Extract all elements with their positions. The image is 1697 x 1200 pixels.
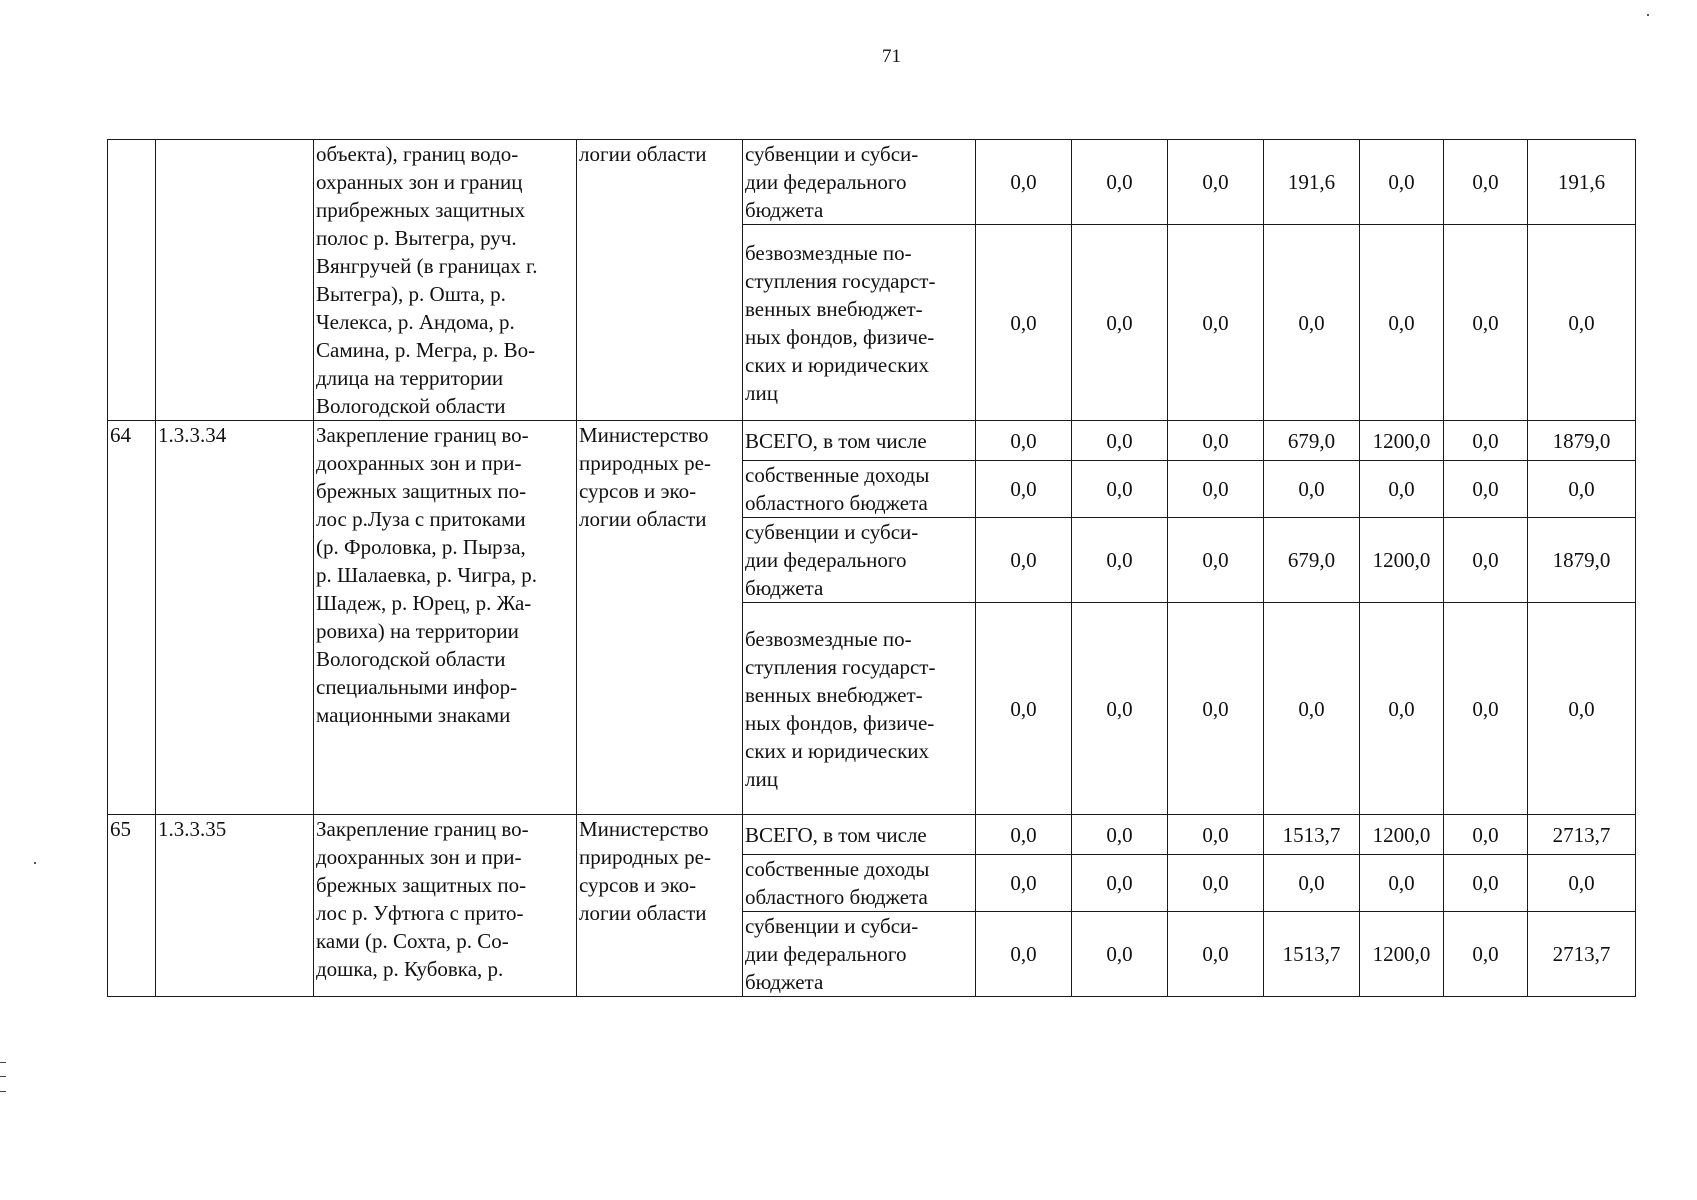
- value-cell: 0,0: [1168, 518, 1264, 603]
- value-cell-total: 0,0: [1528, 855, 1636, 912]
- scan-edge-mark: [0, 1062, 6, 1092]
- value-cell: 0,0: [1360, 225, 1444, 421]
- value-cell: 0,0: [976, 225, 1072, 421]
- value-cell: 0,0: [1168, 603, 1264, 815]
- value-cell: 1200,0: [1360, 912, 1444, 997]
- table-row: [108, 421, 1636, 461]
- value-cell: 0,0: [1444, 140, 1528, 225]
- value-cell-total: 1879,0: [1528, 518, 1636, 603]
- executor-cell: Министерство природных ре- сурсов и эко- логии области: [577, 815, 743, 997]
- value-cell: 0,0: [1168, 912, 1264, 997]
- scan-speck: [1647, 14, 1649, 16]
- value-cell: 0,0: [1264, 855, 1360, 912]
- value-cell-total: 191,6: [1528, 140, 1636, 225]
- value-cell-total: 0,0: [1528, 461, 1636, 518]
- description-cell: Закрепление границ во- доохранных зон и при- брежных защитных по- лос р. Уфтюга с прито- ками (р. Сохта, р. Со- дошка, р. Кубовка, р.: [314, 815, 577, 997]
- value-cell: 0,0: [1444, 421, 1528, 461]
- value-cell: 0,0: [1444, 912, 1528, 997]
- value-cell: 0,0: [976, 140, 1072, 225]
- page-number: 71: [882, 46, 901, 67]
- value-cell: 0,0: [1168, 140, 1264, 225]
- value-cell: 1513,7: [1264, 912, 1360, 997]
- value-cell: 1513,7: [1264, 815, 1360, 855]
- funding-source-cell: субвенции и субси- дии федерального бюджета: [743, 912, 976, 997]
- row-number-cell: [108, 140, 156, 421]
- value-cell: 0,0: [1360, 140, 1444, 225]
- value-cell: 0,0: [1072, 603, 1168, 815]
- value-cell: 0,0: [976, 815, 1072, 855]
- row-code-cell: [156, 140, 314, 421]
- value-cell: 0,0: [1168, 855, 1264, 912]
- value-cell: 679,0: [1264, 421, 1360, 461]
- value-cell: 0,0: [1168, 815, 1264, 855]
- value-cell: 0,0: [1168, 225, 1264, 421]
- value-cell: 0,0: [1444, 518, 1528, 603]
- scan-speck: [34, 862, 36, 864]
- row-code-cell: 1.3.3.35: [156, 815, 314, 997]
- value-cell: 0,0: [1168, 461, 1264, 518]
- funding-source-cell: ВСЕГО, в том числе: [743, 421, 976, 461]
- value-cell: 0,0: [1444, 855, 1528, 912]
- table-row: [108, 140, 1636, 225]
- value-cell: 0,0: [1264, 461, 1360, 518]
- value-cell: 679,0: [1264, 518, 1360, 603]
- executor-cell: логии области: [577, 140, 743, 421]
- value-cell: 0,0: [1444, 603, 1528, 815]
- row-number-cell: 65: [108, 815, 156, 997]
- funding-source-cell: собственные доходы областного бюджета: [743, 461, 976, 518]
- value-cell: 1200,0: [1360, 421, 1444, 461]
- budget-table: [107, 139, 1636, 997]
- value-cell: 0,0: [1444, 225, 1528, 421]
- funding-source-cell: ВСЕГО, в том числе: [743, 815, 976, 855]
- value-cell-total: 1879,0: [1528, 421, 1636, 461]
- table-row: [108, 815, 1636, 855]
- funding-source-cell: субвенции и субси- дии федерального бюджета: [743, 140, 976, 225]
- value-cell: 0,0: [976, 461, 1072, 518]
- row-code-cell: 1.3.3.34: [156, 421, 314, 815]
- value-cell: 0,0: [1072, 518, 1168, 603]
- row-number-cell: 64: [108, 421, 156, 815]
- value-cell: 0,0: [1168, 421, 1264, 461]
- value-cell: 0,0: [976, 912, 1072, 997]
- value-cell: 0,0: [1444, 461, 1528, 518]
- value-cell: 0,0: [976, 603, 1072, 815]
- value-cell: 0,0: [1360, 461, 1444, 518]
- value-cell: 0,0: [1072, 461, 1168, 518]
- value-cell: 0,0: [976, 855, 1072, 912]
- value-cell: 0,0: [1072, 421, 1168, 461]
- executor-cell: Министерство природных ре- сурсов и эко- логии области: [577, 421, 743, 815]
- value-cell: 0,0: [1072, 815, 1168, 855]
- value-cell: 0,0: [1072, 855, 1168, 912]
- value-cell-total: 2713,7: [1528, 912, 1636, 997]
- funding-source-cell: безвозмездные по- ступления государст- венных внебюджет- ных фондов, физиче- ских и юридических лиц: [743, 225, 976, 421]
- value-cell: 0,0: [976, 518, 1072, 603]
- value-cell: 0,0: [1264, 603, 1360, 815]
- value-cell: 0,0: [1360, 603, 1444, 815]
- description-cell: объекта), границ водо- охранных зон и границ прибрежных защитных полос р. Вытегра, руч. Вянгручей (в границах г. Вытегра), р. Ошта, р. Челекса, р. Андома, р. Самина, р. Мегра, р. Во- длица на территории Вологодской области: [314, 140, 577, 421]
- value-cell: 1200,0: [1360, 815, 1444, 855]
- value-cell-total: 0,0: [1528, 603, 1636, 815]
- value-cell: 0,0: [1264, 225, 1360, 421]
- value-cell-total: 2713,7: [1528, 815, 1636, 855]
- value-cell: 0,0: [1444, 815, 1528, 855]
- value-cell: 0,0: [976, 421, 1072, 461]
- value-cell: 0,0: [1072, 225, 1168, 421]
- value-cell: 0,0: [1072, 140, 1168, 225]
- funding-source-cell: собственные доходы областного бюджета: [743, 855, 976, 912]
- description-cell: Закрепление границ во- доохранных зон и при- брежных защитных по- лос р.Луза с притоками (р. Фроловка, р. Пырза, р. Шалаевка, р. Чигра, р. Шадеж, р. Юрец, р. Жа- ровиха) на территории Вологодской области специальными инфор- мационными знаками: [314, 421, 577, 815]
- value-cell-total: 0,0: [1528, 225, 1636, 421]
- value-cell: 0,0: [1072, 912, 1168, 997]
- funding-source-cell: субвенции и субси- дии федерального бюджета: [743, 518, 976, 603]
- value-cell: 1200,0: [1360, 518, 1444, 603]
- value-cell: 0,0: [1360, 855, 1444, 912]
- value-cell: 191,6: [1264, 140, 1360, 225]
- funding-source-cell: безвозмездные по- ступления государст- венных внебюджет- ных фондов, физиче- ских и юридических лиц: [743, 603, 976, 815]
